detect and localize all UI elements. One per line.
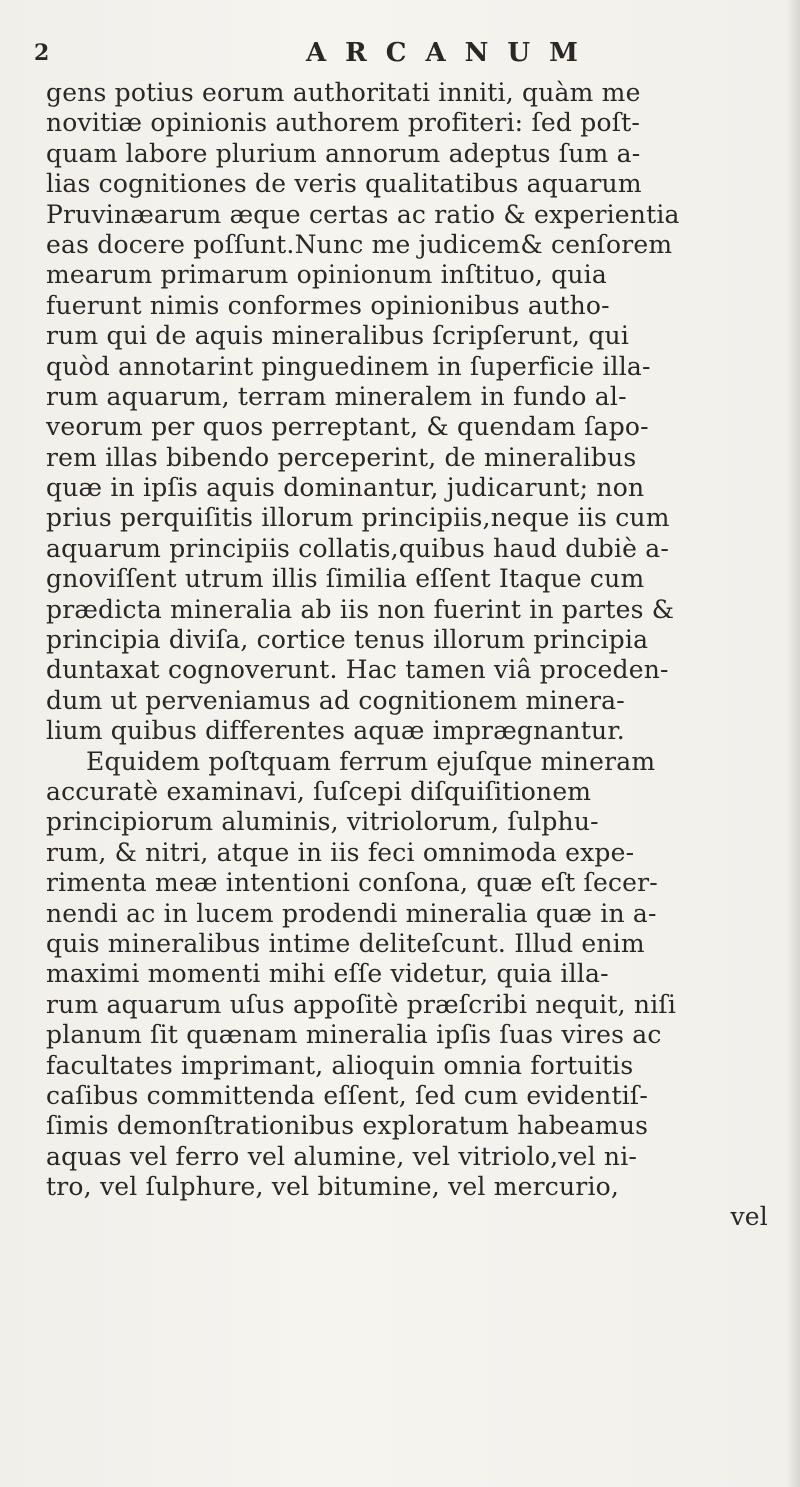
text-line: principiorum aluminis, vitriolorum, ſulphu-: [46, 807, 599, 837]
text-line: rum qui de aquis mineralibus ſcripſerunt, qui: [46, 321, 630, 351]
text-line: prius perquiſitis illorum principiis,neque iis cum: [46, 503, 670, 533]
text-line: mearum primarum opinionum inſtituo, quia: [46, 260, 607, 290]
text-line: quam labore plurium annorum adeptus ſum a-: [46, 138, 641, 168]
page-edge-shadow: [786, 0, 800, 1487]
text-line: aquas vel ferro vel alumine, vel vitriolo,vel ni-: [46, 1141, 638, 1171]
text-line: veorum per quos perreptant, & quendam ſapo-: [46, 412, 649, 442]
text-line: rum, & nitri, atque in iis feci omnimoda expe-: [46, 837, 635, 867]
text-line: rum aquarum uſus appoſitè præſcribi nequit, niſi: [46, 989, 677, 1019]
text-line: principia diviſa, cortice tenus illorum principia: [46, 625, 649, 655]
text-line: duntaxat cognoverunt. Hac tamen viâ proceden-: [46, 655, 669, 685]
text-line: aquarum principiis collatis,quibus haud dubiè a-: [46, 533, 670, 563]
running-title: ARCANUM: [306, 38, 597, 68]
text-line: rimenta meæ intentioni conſona, quæ eſt ſecer-: [46, 868, 658, 898]
text-line: rem illas bibendo perceperint, de mineralibus: [46, 442, 637, 472]
text-line: eas docere poſſunt.Nunc me judicem& cenſorem: [46, 229, 673, 259]
text-line: quæ in ipſis aquis dominantur, judicarunt; non: [46, 473, 645, 503]
text-line: gens potius eorum authoritati inniti, quàm me: [46, 78, 641, 107]
text-line: rum aquarum, terram mineralem in fundo al-: [46, 381, 627, 411]
text-line: quis mineralibus intime deliteſcunt. Illud enim: [46, 928, 645, 958]
text-line: accuratè examinavi, ſuſcepi diſquiſitionem: [46, 776, 592, 806]
text-line: maximi momenti mihi eſſe videtur, quia illa-: [46, 959, 609, 989]
text-line: prædicta mineralia ab iis non fuerint in partes &: [46, 594, 675, 624]
page-header: [34, 38, 754, 74]
text-line: quòd annotarint pinguedinem in ſuperficie illa-: [46, 351, 651, 381]
text-line: fuerunt nimis conformes opinionibus autho-: [46, 290, 610, 320]
body-text: [46, 78, 768, 1233]
text-line: ſimis demonſtrationibus exploratum habeamus: [46, 1111, 649, 1141]
page-number: 2: [34, 40, 51, 66]
text-line: nendi ac in lucem prodendi mineralia quæ in a-: [46, 898, 657, 928]
catchword: vel: [730, 1202, 768, 1232]
text-line: dum ut perveniamus ad cognitionem minera-: [46, 685, 625, 715]
text-line: planum ſit quænam mineralia ipſis ſuas vires ac: [46, 1020, 662, 1050]
text-line: gnoviſſent utrum illis ſimilia eſſent Itaque cum: [46, 564, 645, 594]
text-line: caſibus committenda eſſent, ſed cum evidentiſ-: [46, 1080, 648, 1110]
text-line: lium quibus differentes aquæ imprægnantur.: [46, 716, 625, 746]
text-line: tro, vel ſulphure, vel bitumine, vel mercurio,: [46, 1172, 620, 1202]
text-line: novitiæ opinionis authorem profiteri: ſed poſt-: [46, 108, 641, 138]
text-line: Equidem poſtquam ferrum ejuſque mineram: [86, 746, 656, 776]
text-line: facultates imprimant, alioquin omnia fortuitis: [46, 1050, 634, 1080]
text-line: lias cognitiones de veris qualitatibus aquarum: [46, 169, 642, 199]
text-line: Pruvinæarum æque certas ac ratio & experientia: [46, 199, 680, 229]
